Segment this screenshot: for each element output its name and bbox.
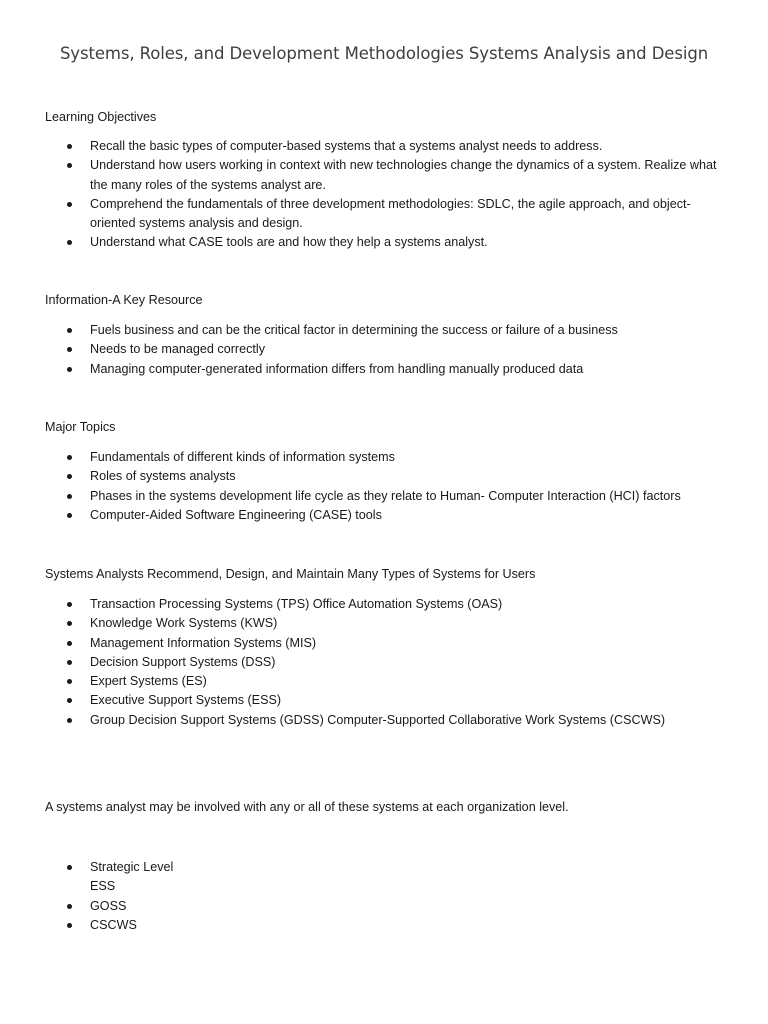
bullet-icon <box>67 144 72 149</box>
major-topics-list <box>45 448 735 525</box>
bullet-icon <box>67 455 72 460</box>
bullet-icon <box>67 328 72 333</box>
bullet-icon <box>67 923 72 928</box>
bullet-icon <box>67 513 72 518</box>
bullet-icon <box>67 474 72 479</box>
document-title: Systems, Roles, and Development Methodologies Systems Analysis and Design <box>59 44 709 63</box>
list-item: Decision Support Systems (DSS) <box>45 653 735 672</box>
list-item: Fuels business and can be the critical factor in determining the success or failure of a business <box>45 321 735 340</box>
bullet-icon <box>67 865 72 870</box>
bullet-icon <box>67 202 72 207</box>
bullet-icon <box>67 904 72 909</box>
information-resource-list <box>45 321 735 379</box>
system-types-list <box>45 595 735 730</box>
list-item: Fundamentals of different kinds of information systems <box>45 448 735 467</box>
information-resource-heading: Information-A Key Resource <box>45 293 203 307</box>
list-item: Group Decision Support Systems (GDSS) Computer-Supported Collaborative Work Systems (CSCWS) <box>45 711 735 730</box>
bullet-icon <box>67 494 72 499</box>
list-item: Knowledge Work Systems (KWS) <box>45 614 735 633</box>
list-item: Managing computer-generated information differs from handling manually produced data <box>45 360 735 379</box>
bullet-icon <box>67 240 72 245</box>
system-types-heading: Systems Analysts Recommend, Design, and Maintain Many Types of Systems for Users <box>45 567 536 581</box>
list-item: CSCWS <box>45 916 735 935</box>
learning-objectives-list <box>45 137 735 253</box>
bullet-icon <box>67 679 72 684</box>
bullet-icon <box>67 621 72 626</box>
org-levels-list <box>45 858 735 935</box>
major-topics-heading: Major Topics <box>45 420 116 434</box>
bullet-icon <box>67 163 72 168</box>
list-item: Comprehend the fundamentals of three development methodologies: SDLC, the agile approach, and object-oriented systems analysis and design. <box>45 195 735 234</box>
org-levels-paragraph: A systems analyst may be involved with any or all of these systems at each organization level. <box>45 800 569 814</box>
list-item: Roles of systems analysts <box>45 467 735 486</box>
list-item: Transaction Processing Systems (TPS) Office Automation Systems (OAS) <box>45 595 735 614</box>
list-item: Strategic Level ESS <box>45 858 735 897</box>
list-item: Understand how users working in context with new technologies change the dynamics of a system. Realize what the many roles of the systems analyst are. <box>45 156 735 195</box>
list-item: Management Information Systems (MIS) <box>45 634 735 653</box>
bullet-icon <box>67 347 72 352</box>
bullet-icon <box>67 698 72 703</box>
list-item: Computer-Aided Software Engineering (CASE) tools <box>45 506 735 525</box>
bullet-icon <box>67 641 72 646</box>
learning-objectives-heading: Learning Objectives <box>45 110 157 124</box>
list-item: Executive Support Systems (ESS) <box>45 691 735 710</box>
bullet-icon <box>67 718 72 723</box>
bullet-icon <box>67 660 72 665</box>
list-item: Needs to be managed correctly <box>45 340 735 359</box>
list-item: GOSS <box>45 897 735 916</box>
bullet-icon <box>67 367 72 372</box>
list-item: Phases in the systems development life cycle as they relate to Human- Computer Interaction (HCI) factors <box>45 487 735 506</box>
bullet-icon <box>67 602 72 607</box>
list-item: Recall the basic types of computer-based systems that a systems analyst needs to address. <box>45 137 735 156</box>
list-item: Expert Systems (ES) <box>45 672 735 691</box>
list-item: Understand what CASE tools are and how they help a systems analyst. <box>45 233 735 252</box>
